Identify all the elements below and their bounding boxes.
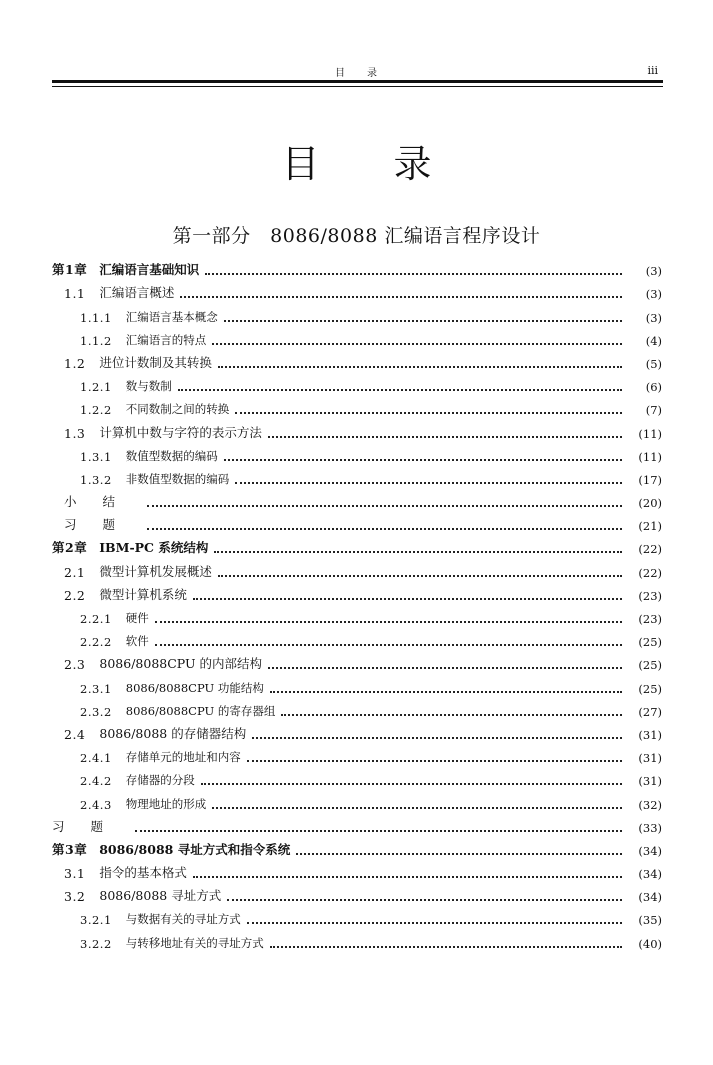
toc-entry-page: (21)	[638, 519, 662, 534]
toc-entry-page: (33)	[638, 820, 662, 835]
table-of-contents	[52, 255, 662, 951]
toc-entry	[52, 487, 662, 510]
toc-entry	[52, 696, 662, 719]
toc-entry-title: 微型计算机系统	[99, 586, 187, 602]
toc-entry-page: (7)	[645, 403, 662, 418]
toc-entry-page: (22)	[638, 565, 662, 580]
header-rule-thin	[52, 86, 663, 87]
toc-dot-leader	[235, 482, 622, 484]
toc-entry	[52, 278, 662, 301]
toc-dot-leader	[270, 691, 622, 693]
toc-entry-page: (20)	[638, 496, 662, 511]
toc-entry-page: (31)	[638, 774, 662, 789]
toc-dot-leader	[268, 667, 622, 669]
toc-entry-number: 2.4.2	[80, 774, 112, 789]
toc-entry-page: (34)	[638, 890, 662, 905]
toc-entry-page: (34)	[638, 867, 662, 882]
toc-entry-title: 8086/8088 寻址方式和指令系统	[99, 841, 291, 857]
toc-entry-page: (25)	[638, 658, 662, 673]
toc-entry-number: 3.2.2	[80, 936, 112, 951]
toc-entry-page: (3)	[645, 287, 662, 302]
toc-entry-title: IBM-PC 系统结构	[99, 540, 209, 556]
toc-dot-leader	[281, 714, 622, 716]
toc-entry-page: (27)	[638, 704, 662, 719]
toc-entry	[52, 417, 662, 440]
toc-entry-page: (31)	[638, 751, 662, 766]
toc-entry-title: 数与数制	[125, 379, 172, 394]
toc-entry	[52, 765, 662, 788]
toc-entry-title: 与数据有关的寻址方式	[125, 912, 241, 927]
toc-dot-leader	[135, 830, 622, 832]
page-title: 目录	[281, 142, 506, 186]
toc-entry-page: (3)	[645, 310, 662, 325]
toc-dot-leader	[218, 366, 622, 368]
toc-entry-page: (22)	[638, 542, 662, 557]
toc-entry	[52, 301, 662, 324]
toc-entry-page: (17)	[638, 472, 662, 487]
toc-entry-title: 软件	[125, 634, 149, 649]
toc-dot-leader	[224, 320, 622, 322]
toc-entry-number: 1.2	[64, 355, 86, 371]
toc-entry-title: 小结	[64, 494, 142, 510]
toc-entry-title: 与转移地址有关的寻址方式	[125, 935, 264, 950]
toc-entry	[52, 927, 662, 950]
toc-entry-number: 1.1.1	[80, 310, 112, 325]
toc-dot-leader	[224, 459, 622, 461]
toc-entry-page: (23)	[638, 588, 662, 603]
toc-entry	[52, 348, 662, 371]
toc-dot-leader	[193, 598, 622, 600]
toc-dot-leader	[155, 644, 622, 646]
toc-entry-number: 2.1	[64, 564, 86, 580]
toc-entry-number: 1.2.1	[80, 380, 112, 395]
toc-entry	[52, 835, 662, 858]
part-title: 第一部分 8086/8088 汇编语言程序设计	[172, 225, 541, 247]
toc-entry	[52, 881, 662, 904]
toc-dot-leader	[247, 922, 622, 924]
toc-entry-title: 汇编语言基本概念	[125, 309, 218, 324]
toc-dot-leader	[247, 760, 622, 762]
toc-entry-page: (11)	[638, 426, 662, 441]
toc-entry	[52, 441, 662, 464]
toc-dot-leader	[205, 273, 622, 275]
toc-entry	[52, 394, 662, 417]
toc-dot-leader	[155, 621, 622, 623]
toc-entry-title: 数值型数据的编码	[125, 448, 218, 463]
header-rule-thick	[52, 80, 663, 83]
toc-entry-number: 3.2	[64, 889, 86, 905]
toc-entry	[52, 580, 662, 603]
toc-entry-number: 1.1.2	[80, 333, 112, 348]
toc-entry-title: 进位计数制及其转换	[99, 354, 212, 370]
toc-entry-title: 存储单元的地址和内容	[125, 750, 241, 765]
toc-entry-title: 指令的基本格式	[99, 865, 187, 881]
toc-entry-title: 硬件	[125, 611, 149, 625]
toc-entry-number: 第2章	[52, 540, 88, 556]
page-number: iii	[647, 64, 658, 77]
toc-dot-leader	[227, 899, 622, 901]
toc-dot-leader	[214, 551, 622, 553]
running-header	[52, 64, 660, 78]
toc-dot-leader	[193, 876, 622, 878]
toc-entry-number: 2.3	[64, 657, 86, 673]
toc-entry	[52, 371, 662, 394]
toc-entry-title: 8086/8088CPU 的内部结构	[99, 656, 262, 672]
toc-entry	[52, 812, 662, 835]
toc-entry-title: 存储器的分段	[125, 773, 195, 788]
toc-entry-title: 习题	[64, 517, 142, 533]
toc-entry-number: 2.2.2	[80, 635, 112, 650]
toc-entry	[52, 533, 662, 556]
toc-entry	[52, 325, 662, 348]
toc-entry	[52, 649, 662, 672]
toc-dot-leader	[147, 505, 622, 507]
toc-entry-number: 1.3	[64, 425, 86, 441]
toc-entry-title: 8086/8088CPU 的寄存器组	[125, 703, 276, 718]
toc-entry-title: 8086/8088 寻址方式	[99, 888, 222, 904]
toc-entry-page: (32)	[638, 797, 662, 812]
toc-dot-leader	[218, 575, 622, 577]
toc-dot-leader	[252, 737, 622, 739]
toc-entry	[52, 626, 662, 649]
toc-entry-title: 汇编语言基础知识	[99, 262, 200, 278]
toc-entry-page: (25)	[638, 635, 662, 650]
toc-entry-page: (31)	[638, 727, 662, 742]
toc-entry-number: 1.1	[64, 286, 86, 302]
toc-entry	[52, 858, 662, 881]
toc-entry-number: 3.1	[64, 866, 86, 882]
toc-entry-title: 不同数制之间的转换	[125, 402, 230, 417]
toc-entry	[52, 904, 662, 927]
toc-entry-number: 2.2	[64, 587, 86, 603]
toc-entry-page: (23)	[638, 612, 662, 626]
toc-entry-title: 计算机中数与字符的表示方法	[99, 424, 262, 440]
toc-entry-title: 习题	[52, 818, 130, 834]
toc-entry-page: (34)	[638, 843, 662, 858]
toc-entry-number: 3.2.1	[80, 913, 112, 928]
toc-dot-leader	[235, 412, 622, 414]
toc-dot-leader	[201, 783, 622, 785]
toc-entry-title: 非数值型数据的编码	[125, 471, 230, 486]
toc-dot-leader	[180, 296, 622, 298]
toc-entry-number: 1.2.2	[80, 403, 112, 418]
toc-entry-number: 2.4.1	[80, 751, 112, 766]
toc-entry	[52, 672, 662, 695]
running-title: 目录	[335, 68, 399, 79]
toc-entry-page: (40)	[638, 936, 662, 951]
toc-entry-page: (6)	[645, 380, 662, 395]
toc-entry	[52, 255, 662, 278]
toc-entry-page: (4)	[645, 333, 662, 348]
toc-entry	[52, 603, 662, 626]
toc-dot-leader	[296, 853, 622, 855]
toc-entry-title: 物理地址的形成	[125, 796, 207, 811]
toc-dot-leader	[270, 946, 622, 948]
toc-entry-number: 1.3.2	[80, 472, 112, 487]
toc-entry-number: 第1章	[52, 262, 88, 278]
toc-entry-number: 2.4.3	[80, 797, 112, 812]
toc-entry	[52, 742, 662, 765]
toc-entry	[52, 556, 662, 579]
toc-entry-number: 2.4	[64, 726, 86, 742]
toc-entry-page: (35)	[638, 913, 662, 928]
toc-entry-page: (5)	[645, 356, 662, 371]
toc-entry-page: (3)	[645, 264, 662, 279]
toc-dot-leader	[178, 389, 622, 391]
toc-entry	[52, 719, 662, 742]
toc-entry-page: (25)	[638, 681, 662, 696]
toc-entry-title: 汇编语言的特点	[125, 332, 207, 347]
toc-dot-leader	[268, 436, 622, 438]
toc-dot-leader	[212, 807, 622, 809]
toc-entry-title: 8086/8088CPU 功能结构	[125, 680, 264, 695]
toc-entry-title: 8086/8088 的存储器结构	[99, 725, 247, 741]
toc-entry-title: 汇编语言概述	[99, 285, 175, 301]
toc-entry-number: 2.3.2	[80, 704, 112, 719]
toc-entry-number: 1.3.1	[80, 449, 112, 464]
toc-entry-number: 2.2.1	[80, 612, 112, 626]
toc-dot-leader	[147, 528, 622, 530]
toc-entry	[52, 464, 662, 487]
toc-dot-leader	[212, 343, 622, 345]
toc-entry-number: 2.3.1	[80, 681, 112, 696]
toc-entry-page: (11)	[638, 449, 662, 464]
toc-entry-title: 微型计算机发展概述	[99, 563, 212, 579]
toc-entry-number: 第3章	[52, 841, 88, 857]
toc-entry	[52, 510, 662, 533]
toc-entry	[52, 788, 662, 811]
